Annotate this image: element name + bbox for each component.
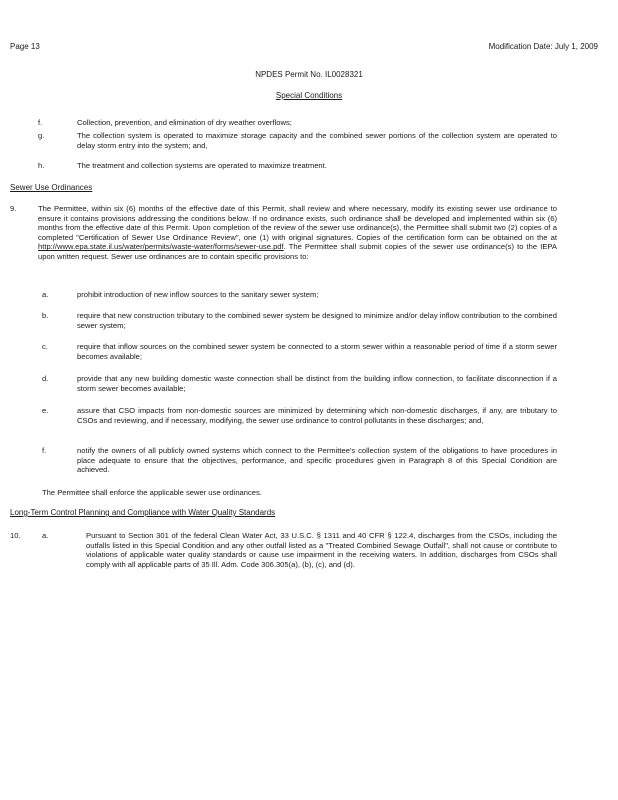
sewer-item-d-label: d. — [42, 374, 49, 383]
sewer-item-a-label: a. — [42, 290, 49, 299]
item-g-text: The collection system is operated to maximize storage capacity and the combined sewer portions of the collection system are operated to delay storm entry into the system; and, — [77, 131, 557, 150]
sewer-item-a-text: prohibit introduction of new inflow sources to the sanitary sewer system; — [77, 290, 319, 299]
sewer-item-c-label: c. — [42, 342, 48, 351]
paragraph-10a-text: Pursuant to Section 301 of the federal Clean Water Act, 33 U.S.C. § 1311 and 40 CFR § 122.4, discharges from the CSOs, including the outfalls listed in this Special Condition and any other outfall listed as a "Treated Combined Sewage Outfall", shall not cause or contribute to violations of applicable water quality standards or cause use impairment in the receiving waters. In addition, discharges from CSOs shall comply with all applicable parts of 35 Ill. Adm. Code 306.305(a), (b), (c), and (d). — [86, 531, 557, 569]
sewer-item-e-label: e. — [42, 406, 49, 415]
paragraph-9-text — [38, 204, 557, 262]
sewer-item-b-text: require that new construction tributary to the combined sewer system be designed to minimize and/or delay inflow contribution to the combined sewer system; — [77, 311, 557, 330]
modification-date: Modification Date: July 1, 2009 — [488, 42, 598, 51]
sewer-use-closing: The Permittee shall enforce the applicable sewer use ordinances. — [42, 488, 262, 497]
sewer-use-heading: Sewer Use Ordinances — [10, 183, 93, 192]
item-f-label: f. — [38, 118, 43, 127]
special-conditions-title: Special Conditions — [275, 91, 343, 100]
item-h-text: The treatment and collection systems are operated to maximize treatment. — [77, 161, 327, 170]
water-quality-heading: Long-Term Control Planning and Compliance with Water Quality Standards — [10, 508, 276, 517]
sewer-item-f-label: f. — [42, 446, 47, 455]
paragraph-9-intro: The Permittee, within six (6) months of the effective date of this Permit, shall review and where necessary, modify its existing sewer use ordinance to ensure it contains provisions addressing the conditions below. If no ordinance exists, such ordinance shall be developed and implemented within six (6) months from the effective date of this Permit. Upon completion of the review of the sewer use ordinance(s), the Permittee shall submit two (2) copies of a completed "Certification of Sewer Use Ordinance Review", one (1) with original signatures. Copies of the certification form can be obtained on the at — [38, 204, 557, 242]
sewer-item-e-text: assure that CSO impacts from non-domestic sources are minimized by determining which non-domestic discharges, if any, are tributary to CSOs and reviewing, and if necessary, modifying, the sewer use ordinance to control pollutants in these discharges; and, — [77, 406, 557, 425]
item-h-label: h. — [38, 161, 45, 170]
paragraph-10a-label: a. — [42, 531, 49, 540]
sewer-item-b-label: b. — [42, 311, 49, 320]
paragraph-10-number: 10. — [10, 531, 21, 540]
permit-number: NPDES Permit No. IL0028321 — [255, 70, 363, 79]
sewer-item-f-text: notify the owners of all publicly owned systems which connect to the Permittee's collection system of the obligations to have procedures in place adequate to ensure that the objectives, performance, and specific procedures given in Paragraph 8 of this Special Condition are achieved. — [77, 446, 557, 475]
paragraph-9-continuation: . The Permittee shall submit copies of the sewer use ordinance(s) to the IEPA upon written request. Sewer use ordinances are to contain specific provisions to: — [38, 242, 557, 261]
item-f-text: Collection, prevention, and elimination of dry weather overflows; — [77, 118, 292, 127]
sewer-item-c-text: require that inflow sources on the combined sewer system be connected to a storm sewer within a reasonable period of time if a storm sewer becomes available; — [77, 342, 557, 361]
page-number: Page 13 — [10, 42, 40, 51]
paragraph-9-number: 9. — [10, 204, 17, 213]
item-g-label: g. — [38, 131, 45, 140]
sewer-item-d-text: provide that any new building domestic waste connection shall be distinct from the building inflow connection, to facilitate disconnection if a storm sewer becomes available; — [77, 374, 557, 393]
certification-form-link[interactable]: http://www.epa.state.il.us/water/permits/waste-water/forms/sewer-use.pdf — [38, 242, 284, 252]
